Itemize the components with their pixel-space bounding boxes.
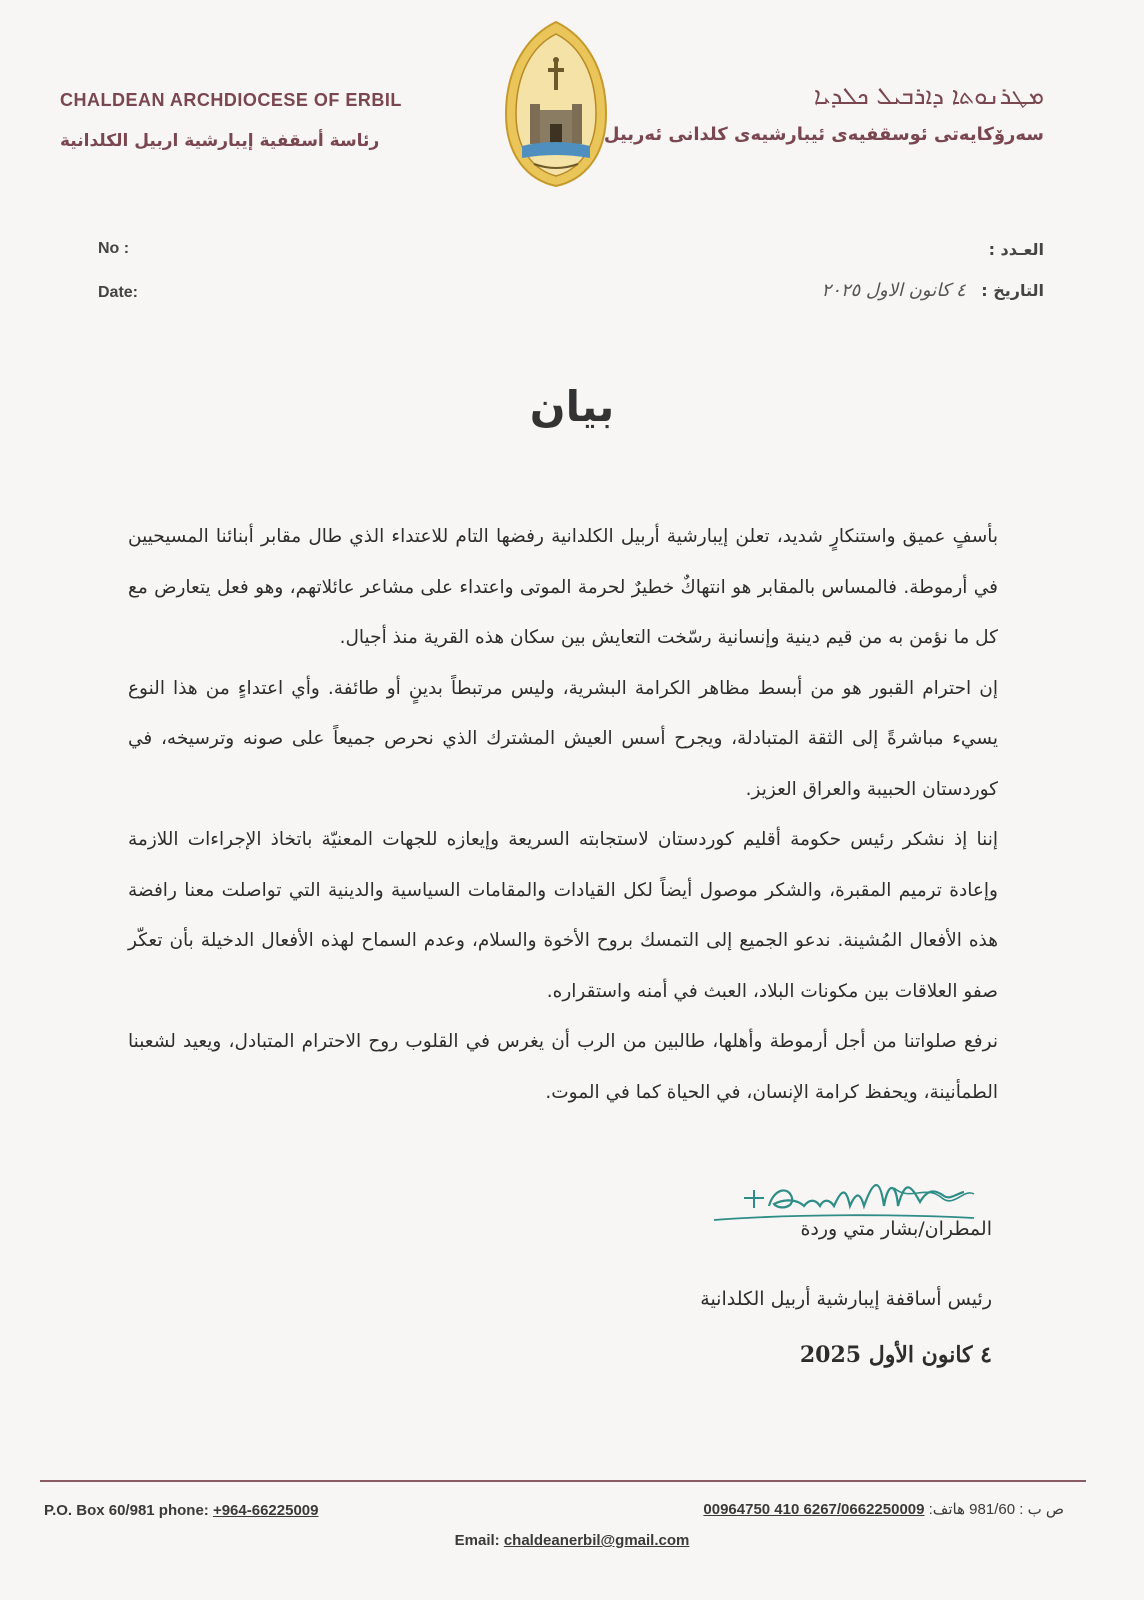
paragraph-1: بأسفٍ عميق واستنكارٍ شديد، تعلن إيبارشية أربيل الكلدانية رفضها التام للاعتداء الذي طال مقابر أبنائنا المسيحيين في أرموطة. فالمساس بالمقابر هو انتهاكٌ خطيرٌ لحرمة الموتى واعتداء على مشاعر عائلاتهم، وهو فعل يتعارض مع كل ما نؤمن به من قيم دينية وإنسانية رسّخت التعايش بين سكان هذه القرية منذ أجيال. (128, 526, 998, 648)
phones-arabic-link[interactable]: 00964750 410 6267/0662250009 (703, 1501, 925, 1518)
letterhead-right (604, 82, 1044, 145)
paragraph-4: نرفع صلواتنا من أجل أرموطة وأهلها، طالبين من الرب أن يغرس في القلوب روح الاحترام المتبادل، ويعيد لشعبنا الطمأنينة، ويحفظ كرامة الإنسان، في الحياة كما في الموت. (128, 1031, 998, 1103)
po-box-english: P.O. Box 60/981 phone: (44, 1502, 209, 1519)
date-label-arabic: التاريخ : (981, 281, 1044, 300)
archdiocese-syriac-name: ܡܛܪܢܘܬܐ ܕܐܪܒܝܠ ܟܠܕܝܐ (813, 82, 1044, 110)
paragraph-2: إن احترام القبور هو من أبسط مظاهر الكرامة البشرية، وليس مرتبطاً بدينٍ أو طائفة. وأي اعتداءٍ من هذا النوع يسيء مباشرةً إلى الثقة المتبادلة، ويجرح أسس العيش المشترك الذي نحرص جميعاً على صونه وترسيخه، في كوردستان الحبيبة والعراق العزيز. (128, 677, 998, 800)
letterhead-left (60, 90, 480, 151)
archdiocese-kurdish-name: سەرۆکایەتی ئوسقفیەی ئیبارشیەی کلدانی ئەربیل (603, 124, 1044, 145)
phone-link[interactable]: +964-66225009 (212, 1502, 319, 1519)
no-label: No : (98, 240, 130, 257)
signatory-name: المطران/بشار متي وردة (800, 1218, 992, 1240)
email-link[interactable]: chaldeanerbil@gmail.com (503, 1532, 690, 1549)
footer-divider (40, 1480, 1086, 1482)
po-box-arabic: ص ب : 981/60 هاتف: (928, 1501, 1064, 1518)
footer-contact-english (44, 1502, 318, 1519)
footer-email (0, 1532, 1144, 1549)
statement-title: بيان (529, 382, 615, 431)
no-label-arabic: العـدد : (988, 240, 1044, 259)
footer-contact-arabic (703, 1500, 1064, 1518)
archdiocese-english-name: CHALDEAN ARCHDIOCESE OF ERBIL (60, 90, 402, 110)
date-label: Date: (98, 284, 139, 301)
statement-body (128, 512, 998, 1118)
email-label: Email: (454, 1532, 500, 1549)
date-row-arabic (822, 280, 1044, 301)
handwritten-signature-icon (674, 1158, 994, 1258)
signature-date: ٤ كانون الأول 2025 (799, 1342, 992, 1368)
handwritten-date: ٤ كانون الاول ٢٠٢٥ (821, 280, 966, 301)
signatory-title: رئيس أساقفة إيبارشية أربيل الكلدانية (700, 1288, 992, 1310)
archdiocese-seal-icon (500, 18, 612, 190)
archdiocese-arabic-name: رئاسة أسقفية إيبارشية اربيل الكلدانية (60, 131, 380, 151)
paragraph-3: إننا إذ نشكر رئيس حكومة أقليم كوردستان لاستجابته السريعة وإيعازه للجهات المعنيّة باتخاذ الإجراءات اللازمة وإعادة ترميم المقبرة، والشكر موصول أيضاً لكل القيادات والمقامات السياسية والدينية التي تواصلت معنا رافضة هذه الأفعال المُشينة. ندعو الجميع إلى التمسك بروح الأخوة والسلام، وعدم السماح لهذه الأفعال الدخيلة بأن تعكّر صفو العلاقات بين مكونات البلاد، العبث في أمنه واستقراره. (128, 829, 998, 1002)
